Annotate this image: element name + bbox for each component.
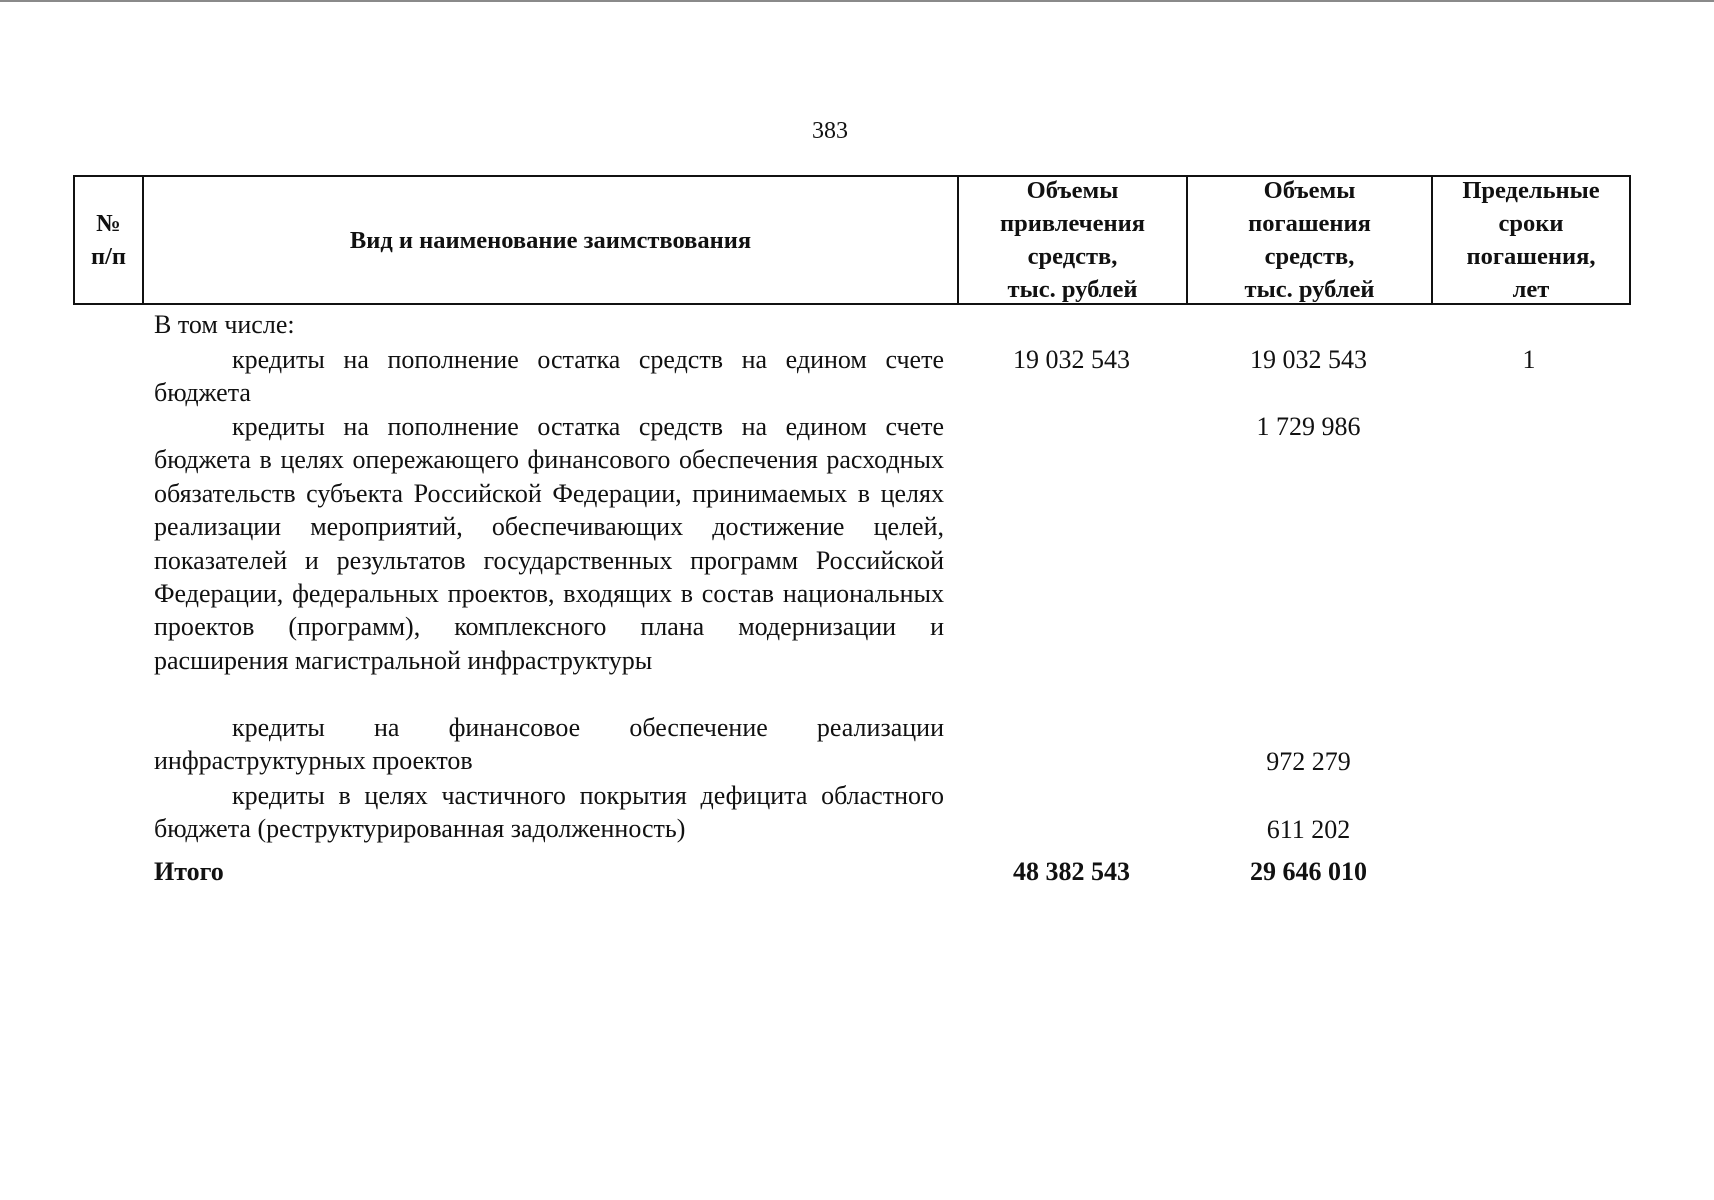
header-borrowing-name: Вид и наименование заимствования <box>144 177 959 303</box>
row-4-name: кредиты в целях частичного покрытия дефицита областного бюджета (реструктурированная задолженность) <box>154 781 944 844</box>
total-attract: 48 382 543 <box>1013 857 1130 886</box>
header-number: № п/п <box>75 177 144 303</box>
row-1-term: 1 <box>1522 345 1536 374</box>
row-3-name: кредиты на финансовое обеспечение реализации инфраструктурных проектов <box>154 713 944 776</box>
header-repayment-volume: Объемы погашения средств, тыс. рублей <box>1188 177 1433 303</box>
total-repay: 29 646 010 <box>1250 857 1367 886</box>
row-1-name: кредиты на пополнение остатка средств на едином счете бюджета <box>154 345 944 408</box>
header-attraction-volume: Объемы привлечения средств, тыс. рублей <box>959 177 1188 303</box>
row-2-repay: 1 729 986 <box>1256 412 1361 441</box>
total-label: Итого <box>154 857 224 886</box>
scan-top-edge <box>0 0 1714 2</box>
row-4-repay: 611 202 <box>1266 815 1351 844</box>
intro-text: В том числе: <box>154 310 295 339</box>
table-header <box>73 175 1631 305</box>
row-1-attract: 19 032 543 <box>1013 345 1130 374</box>
row-3-repay: 972 279 <box>1266 747 1351 776</box>
header-repayment-term: Предельные сроки погашения, лет <box>1462 177 1600 303</box>
row-2-name: кредиты на пополнение остатка средств на едином счете бюджета в целях опережающего финансового обеспечения расходных обязательств субъекта Российской Федерации, принимаемых в целях реализации мероприятий, обеспечивающих достижение целей, показателей и результатов государственных программ Российской Федерации, федеральных проектов, входящих в состав национальных проектов (программ), комплексного плана модернизации и расширения магистральной инфраструктуры <box>154 412 944 675</box>
page-number: 383 <box>812 118 848 144</box>
row-1-repay: 19 032 543 <box>1250 345 1367 374</box>
